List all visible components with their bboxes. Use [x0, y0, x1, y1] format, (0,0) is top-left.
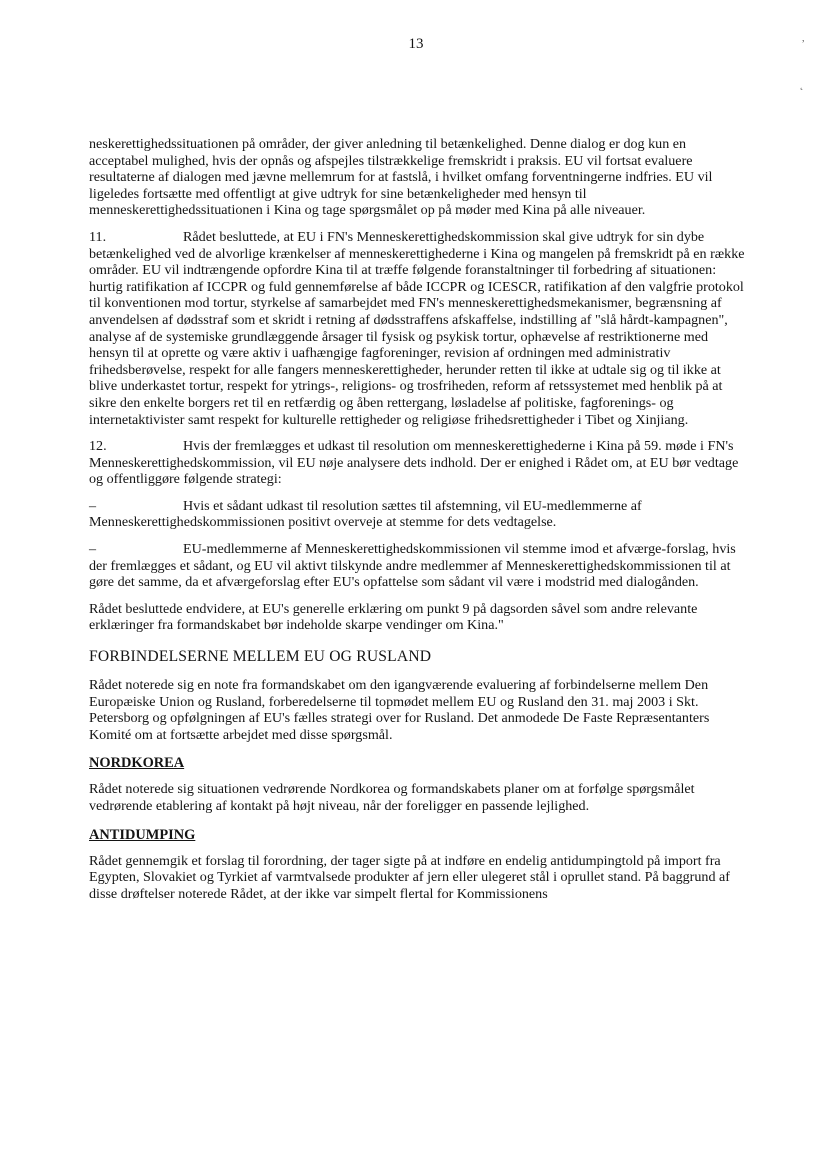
heading-rusland: FORBINDELSERNE MELLEM EU OG RUSLAND	[89, 648, 432, 666]
heading-antidumping: ANTIDUMPING	[89, 826, 196, 843]
paragraph-number: 11.	[89, 228, 107, 245]
paragraph-antidumping: Rådet gennemgik et forslag til forordning, der tager sigte på at indføre en endelig antidumpingtold på import fra Egypten, Slovakiet og Tyrkiet af varmtvalsede produkter af jern eller ulegeret stål i oprullet stand. På baggrund af disse drøftelser noterede Rådet, at der ikke var simpelt flertal for Kommissionens	[89, 852, 730, 902]
paragraph-11	[89, 229, 749, 428]
paragraph-rusland: Rådet noterede sig en note fra formandskabet om den igangværende evaluering af forbindelserne mellem Den Europæiske Union og Rusland, forberedelserne til topmødet mellem EU og Rusland den 31. maj 2003 i Skt. Petersborg og opfølgningen af EU's fælles strategi over for Rusland. Det anmodede De Faste Repræsentanters Komité om at fortsætte arbejdet med disse spørgsmål.	[89, 677, 710, 743]
dash-marker: –	[89, 541, 97, 558]
paragraph-text: Rådet besluttede, at EU i FN's Menneskerettighedskommission skal give udtryk for sin dybe betænkelighed ved de alvorlige krænkelser af menneskerettighederne i Kina og mangelen på fremskridt på en række områder. EU vil indtrængende opfordre Kina til at træffe følgende foranstaltninger til forbedring af situationen: hurtig ratifikation af ICCPR og fuld gennemførelse af både ICCPR og ICESCR, ratifikation af den valgfrie protokol til konventionen mod tortur, styrkelse af samarbejdet med FN's menneskerettighedsmekanismer, begrænsning af anvendelsen af dødsstraf som et skridt i retning af dødsstraffens afskaffelse, indstilling af "slå hårdt-kampagnen", analyse af de systemiske grundlæggende årsager til fysisk og psykisk tortur, ophævelse af restriktionerne med hensyn til at oprette og være aktiv i uafhængige fagforeninger, revision af ordningen med administrativ frihedsberøvelse, respekt for alle fangers menneskerettigheder, herunder retten til ikke at udtale sig og til ikke at blive underkastet tortur, respekt for ytrings-, religions- og trosfriheden, reform af retssystemet med henblik på at sikre den enkelte borgers ret til en retfærdig og åben rettergang, løsladelse af politiske, fagforenings- og internetaktivister samt respekt for kulturelle rettigheder og religiøse frihedsrettigheder i Tibet og Xinjiang.	[89, 228, 745, 428]
scan-speck: ,	[802, 33, 805, 44]
dash-item-1	[89, 498, 749, 531]
paragraph-number: 12.	[89, 438, 107, 455]
paragraph-continuation: neskerettighedssituationen på områder, der giver anledning til betænkelighed. Denne dialog er dog kun en acceptabel mulighed, hvis der opnås og afspejles tilstrækkelige fremskridt i praksis. EU vil fortsat evaluere resultaterne af dialogen med jævne mellemrum for at fastslå, i hvilket omfang forventningerne indfries. EU vil ligeledes fortsætte med offentligt at give udtryk for sine betænkeligheder med hensyn til menneskerettighedssituationen i Kina og tage spørgsmålet op på møder med Kina på alle niveauer.	[89, 136, 713, 219]
dash-item-text: Hvis et sådant udkast til resolution sættes til afstemning, vil EU-medlemmerne af Menneskerettighedskommissionen positivt overveje at stemme for dets vedtagelse.	[89, 497, 642, 531]
dash-item-text: EU-medlemmerne af Menneskerettighedskommissionen vil stemme imod et afværge-forslag, hvis der fremlægges et sådant, og EU vil aktivt tilskynde andre medlemmer af Menneskerettighedskommissionen til at gøre det samme, da et afværgeforslag efter EU's opfattelse som sådant vil være i modstrid med dialogånden.	[89, 541, 736, 591]
dash-marker: –	[89, 497, 97, 514]
paragraph-conclusion: Rådet besluttede endvidere, at EU's generelle erklæring om punkt 9 på dagsorden såvel som andre relevante erklæringer fra formandskabet bør indeholde skarpe vendinger om Kina."	[89, 600, 698, 634]
dash-item-2	[89, 541, 749, 591]
paragraph-12	[89, 438, 749, 488]
document-body	[89, 136, 749, 912]
scan-speck: ˛	[800, 80, 804, 91]
paragraph-nordkorea: Rådet noterede sig situationen vedrørende Nordkorea og formandskabets planer om at forfølge spørgsmålet vedrørende etablering af kontakt på højt niveau, når der foreligger en passende lejlighed.	[89, 781, 695, 814]
page-number: 13	[408, 36, 424, 52]
heading-nordkorea: NORDKOREA	[89, 755, 185, 772]
paragraph-text: Hvis der fremlægges et udkast til resolution om menneskerettighederne i Kina på 59. møde i FN's Menneskerettighedskommission, vil EU nøje analysere dets indhold. Der er enighed i Rådet om, at EU bør vedtage og offentliggøre følgende strategi:	[89, 438, 739, 488]
